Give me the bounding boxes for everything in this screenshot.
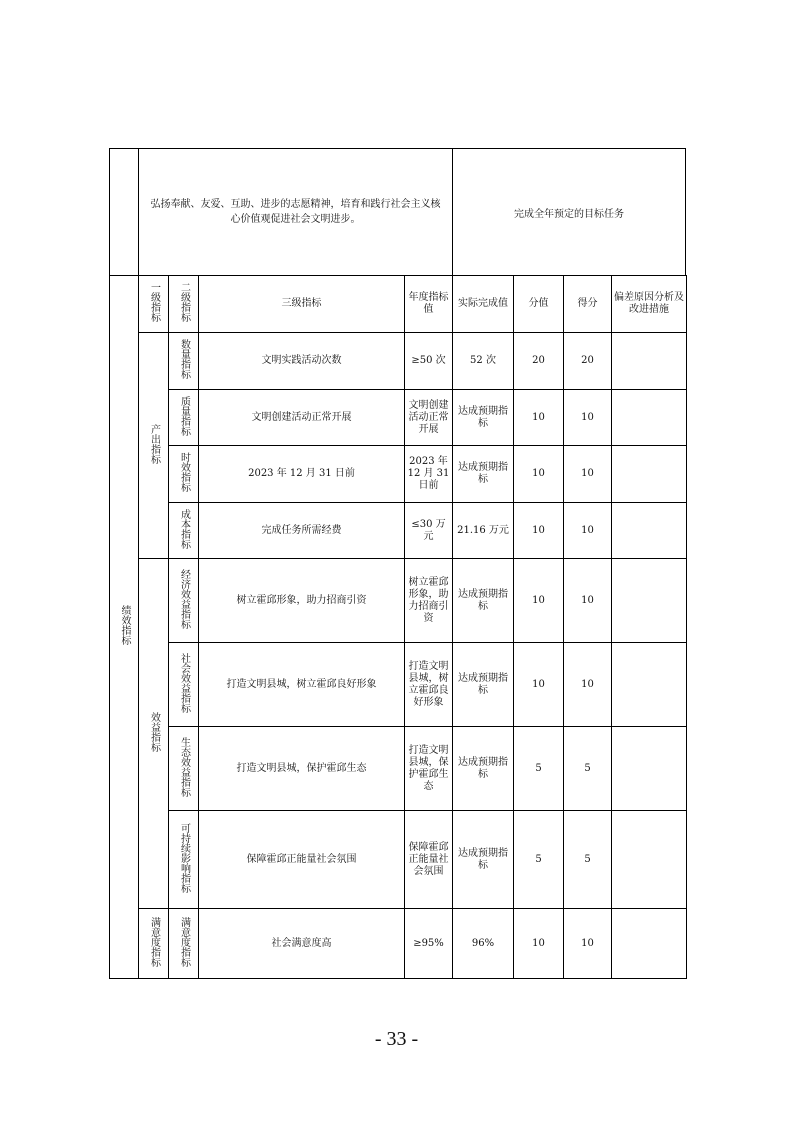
vertical-label: 经济效益指标 xyxy=(178,568,190,629)
side-label-cell xyxy=(110,276,139,979)
table-row xyxy=(110,811,687,909)
row-annual: 打造文明县城，保护霍邱生态 xyxy=(405,727,453,811)
table-row xyxy=(110,333,687,390)
header-level3: 三级指标 xyxy=(199,276,405,333)
completion-cell xyxy=(452,148,686,276)
vertical-label: 成本指标 xyxy=(178,508,190,549)
header-actual: 实际完成值 xyxy=(453,276,514,333)
row-score: 10 xyxy=(564,446,612,503)
row-level3: 社会满意度高 xyxy=(199,909,405,979)
row-level3: 2023 年 12 月 31 日前 xyxy=(199,446,405,503)
table-row xyxy=(110,727,687,811)
row-actual: 达成预期指标 xyxy=(453,446,514,503)
goal-cell xyxy=(138,148,453,276)
vertical-label: 满意度指标 xyxy=(178,916,190,967)
row-actual: 达成预期指标 xyxy=(453,559,514,643)
completion-text: 完成全年预定的目标任务 xyxy=(514,208,624,220)
row-actual: 96% xyxy=(453,909,514,979)
side-label: 绩效指标 xyxy=(119,605,130,645)
vertical-label: 二级指标 xyxy=(178,282,190,322)
row-score-value: 5 xyxy=(514,727,564,811)
vertical-label: 时效指标 xyxy=(178,452,190,492)
row-level2 xyxy=(169,811,199,909)
row-level2 xyxy=(169,333,199,390)
row-actual: 达成预期指标 xyxy=(453,727,514,811)
header-level1 xyxy=(139,276,169,333)
row-score: 10 xyxy=(564,909,612,979)
header-level2 xyxy=(169,276,199,333)
vertical-label: 数量指标 xyxy=(178,339,190,379)
row-deviation xyxy=(612,811,687,909)
row-deviation xyxy=(612,390,687,446)
row-level3: 树立霍邱形象，助力招商引资 xyxy=(199,559,405,643)
row-annual: 打造文明县城，树立霍邱良好形象 xyxy=(405,643,453,727)
table-row xyxy=(110,909,687,979)
header-deviation: 偏差原因分析及改进措施 xyxy=(612,276,687,333)
row-level2 xyxy=(169,643,199,727)
row-actual: 达成预期指标 xyxy=(453,811,514,909)
row-level2 xyxy=(169,559,199,643)
row-score: 10 xyxy=(564,503,612,559)
row-score-value: 20 xyxy=(514,333,564,390)
row-actual: 21.16 万元 xyxy=(453,503,514,559)
row-score-value: 5 xyxy=(514,811,564,909)
row-deviation xyxy=(612,643,687,727)
vertical-label: 满意度指标 xyxy=(148,916,160,967)
row-annual: 保障霍邱正能量社会氛围 xyxy=(405,811,453,909)
vertical-label: 效益指标 xyxy=(148,711,160,752)
row-actual: 达成预期指标 xyxy=(453,390,514,446)
row-score-value: 10 xyxy=(514,643,564,727)
row-score: 10 xyxy=(564,390,612,446)
row-annual: 文明创建活动正常开展 xyxy=(405,390,453,446)
row-level3: 文明实践活动次数 xyxy=(199,333,405,390)
row-score-value: 10 xyxy=(514,503,564,559)
row-level3: 打造文明县城，树立霍邱良好形象 xyxy=(199,643,405,727)
row-score-value: 10 xyxy=(514,446,564,503)
row-deviation xyxy=(612,446,687,503)
page-number: - 33 - xyxy=(374,1028,419,1050)
vertical-label: 社会效益指标 xyxy=(178,652,190,713)
vertical-label: 一级指标 xyxy=(148,282,160,322)
header-score: 得分 xyxy=(564,276,612,333)
table-row xyxy=(110,559,687,643)
row-level2 xyxy=(169,390,199,446)
performance-table xyxy=(109,275,687,979)
row-annual: 2023 年 12 月 31 日前 xyxy=(405,446,453,503)
vertical-label: 质量指标 xyxy=(178,395,190,436)
group-output xyxy=(139,333,169,559)
row-score: 5 xyxy=(564,811,612,909)
row-level2 xyxy=(169,446,199,503)
row-annual: 树立霍邱形象，助力招商引资 xyxy=(405,559,453,643)
row-score: 10 xyxy=(564,643,612,727)
header-score-value: 分值 xyxy=(514,276,564,333)
table-row xyxy=(110,503,687,559)
row-deviation xyxy=(612,559,687,643)
row-level2 xyxy=(169,909,199,979)
row-level3: 打造文明县城，保护霍邱生态 xyxy=(199,727,405,811)
row-score: 20 xyxy=(564,333,612,390)
vertical-label: 生态效益指标 xyxy=(178,736,190,797)
row-score: 10 xyxy=(564,559,612,643)
row-level2 xyxy=(169,503,199,559)
row-level2 xyxy=(169,727,199,811)
goal-text: 弘扬奉献、友爱、互助、进步的志愿精神，培育和践行社会主义核心价值观促进社会文明进步。 xyxy=(150,199,441,225)
header-row xyxy=(110,276,687,333)
table-row xyxy=(110,390,687,446)
row-actual: 达成预期指标 xyxy=(453,643,514,727)
group-benefit xyxy=(139,559,169,909)
top-left-cell xyxy=(109,148,139,276)
row-level3: 保障霍邱正能量社会氛围 xyxy=(199,811,405,909)
row-deviation xyxy=(612,909,687,979)
row-level3: 文明创建活动正常开展 xyxy=(199,390,405,446)
row-deviation xyxy=(612,727,687,811)
row-annual: ≥50 次 xyxy=(405,333,453,390)
row-annual: ≥95% xyxy=(405,909,453,979)
vertical-label: 产出指标 xyxy=(148,423,160,464)
row-score-value: 10 xyxy=(514,390,564,446)
table-row xyxy=(110,643,687,727)
group-satisfaction xyxy=(139,909,169,979)
row-level3: 完成任务所需经费 xyxy=(199,503,405,559)
row-deviation xyxy=(612,503,687,559)
row-actual: 52 次 xyxy=(453,333,514,390)
header-annual: 年度指标值 xyxy=(405,276,453,333)
row-deviation xyxy=(612,333,687,390)
table-row xyxy=(110,446,687,503)
row-score-value: 10 xyxy=(514,559,564,643)
row-annual: ≤30 万元 xyxy=(405,503,453,559)
vertical-label: 可持续影响指标 xyxy=(178,822,190,893)
row-score: 5 xyxy=(564,727,612,811)
row-score-value: 10 xyxy=(514,909,564,979)
